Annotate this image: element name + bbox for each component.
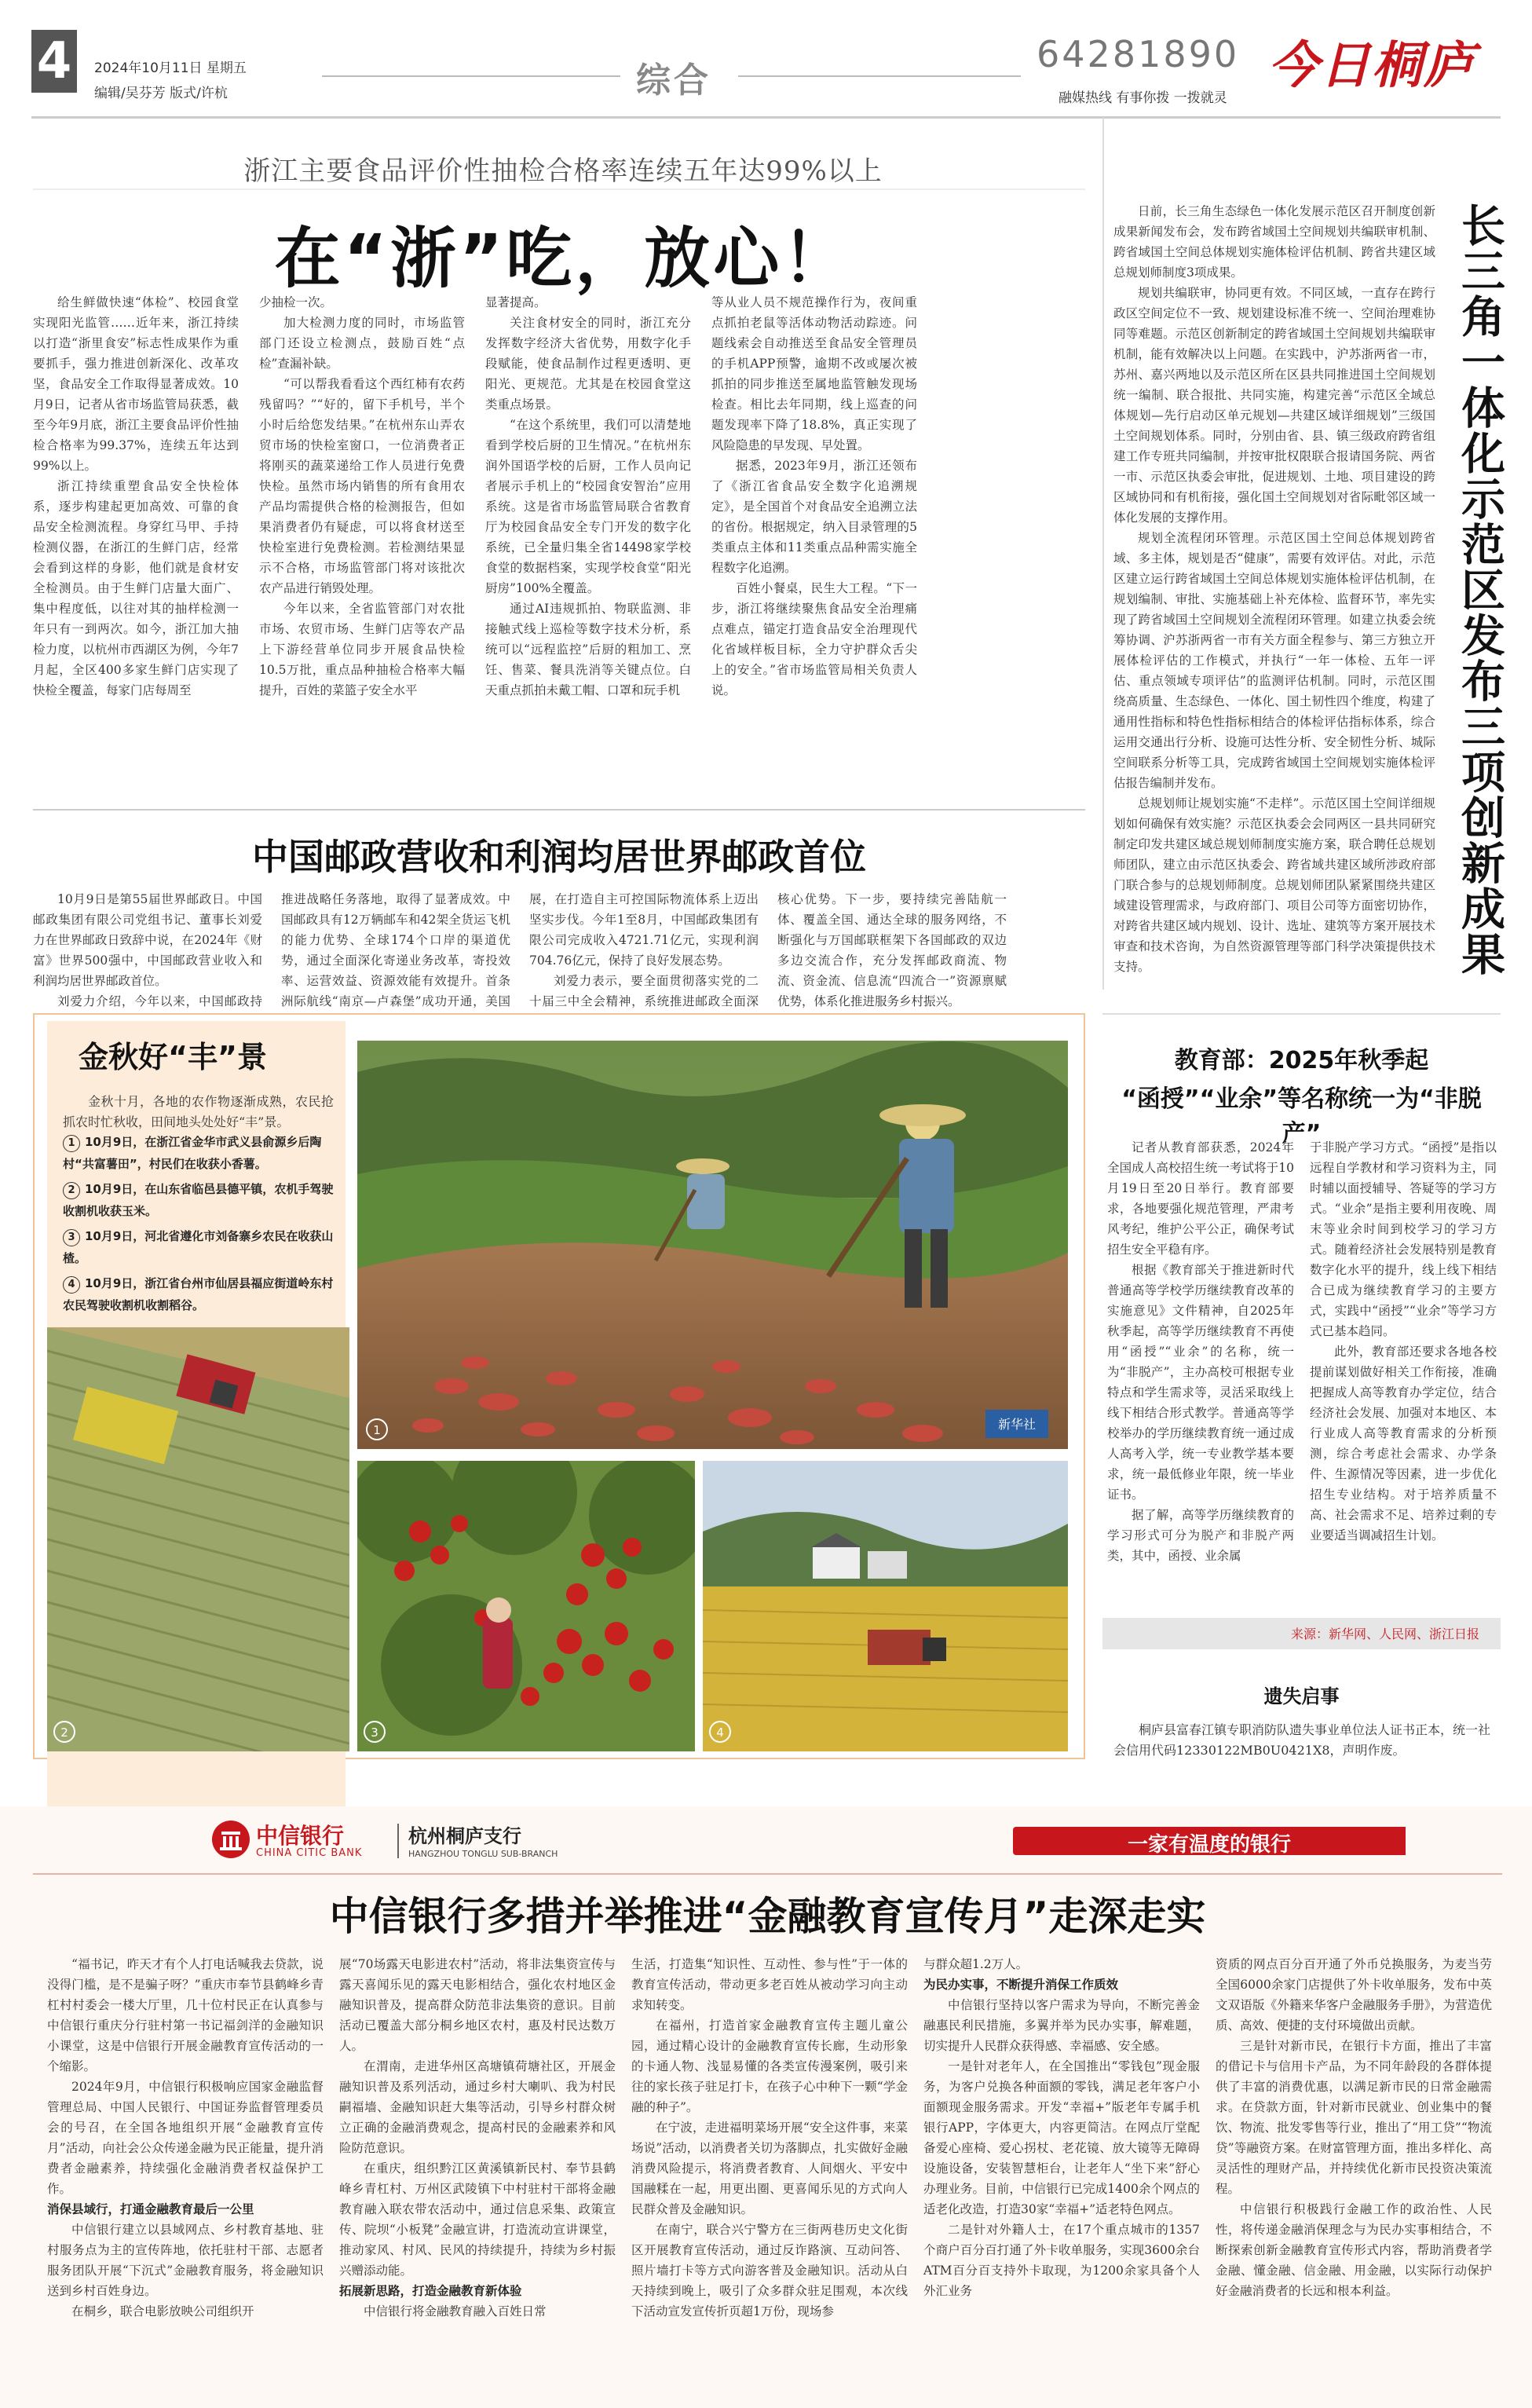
photo-sweet-potato-harvest [357, 1041, 1068, 1449]
postal-col-4 [777, 889, 1007, 1012]
caption-number: 4 [63, 1276, 80, 1294]
caption-text: 10月9日，浙江省台州市仙居县福应街道岭东村农民驾驶收割机收割稻谷。 [63, 1276, 334, 1312]
paragraph: 刘爱力介绍，今年以来，中国邮政持 [57, 994, 262, 1008]
paragraph: 在渭南，走进华州区高塘镇荷塘社区，开展金融知识普及系列活动，通过乡村大喇叭、我为村民嗣福墙、金融知识赶大集等活动，引导乡村群众树立正确的金融消费观念，提高村民的金融素养和风险防范意识。 [339, 2059, 616, 2155]
bank-rule [33, 1873, 1502, 1875]
paragraph: 核心优势。下一步，要持续完善陆航一体、覆盖全国、通达全球的服务网络，不断强化与万国邮联框架下各国邮政的双边多边交流合作，充分发挥邮政商流、物流、资金流、信息流“四流合一”资源禀赋优势，体系化推进服务乡村振兴。 [777, 892, 1007, 1008]
paragraph: 在桐乡，联合电影放映公司组织开 [71, 2304, 254, 2318]
edu-col-2 [1310, 1137, 1497, 1546]
editors: 编辑/吴芬芳 版式/许杭 [94, 86, 228, 101]
autumn-captions [63, 1131, 334, 1316]
section-rule [33, 809, 1085, 811]
paragraph: 关注食材安全的同时，浙江充分发挥数字经济大省优势，用数字化手段赋能，使食品制作过程更透明、更阳光、更规范。尤其是在校园食堂这类重点场景。 [485, 316, 691, 412]
paragraph: 2024年9月，中信银行积极响应国家金融监督管理总局、中国人民银行、中国证券监督管理委员会的号召，在全国各地组织开展“金融教育宣传月”活动，向社会公众传递金融为民正能量，提升消费者金融素养，持续强化金融消费者权益保护工作。 [47, 2080, 324, 2196]
bank-name-en: CHINA CITIC BANK [256, 1847, 363, 1859]
paragraph: 生活，打造集“知识性、互动性、参与性”于一体的教育宣传活动，带动更多老百姓从被动学习向主动求知转变。 [631, 1957, 908, 2012]
paragraph: 百姓小餐桌，民生大工程。“下一步，浙江将继续聚焦食品安全治理痛点难点，锚定打造食品安全治理现代化省域样板目标，全力守护群众舌尖上的安全。”省市场监管局相关负责人说。 [711, 581, 917, 697]
paragraph: 显著提高。 [485, 295, 547, 309]
edu-subheadline: “函授”“业余”等名称统一为“非脱产” [1121, 1085, 1482, 1147]
paragraph: 在重庆，组织黔江区黄溪镇新民村、奉节县鹤峰乡青杠村、万州区武陵镇下中村驻村干部将金融教育融入联农带农活动中，通过信息采集、政策宣传、院坝“小板凳”金融宣讲，打造流动宣讲课堂，推动家风、村风、民风的持续提升，持续为乡村振兴赠添动能。 [339, 2161, 616, 2278]
paragraph: 给生鲜做快速“体检”、校园食堂实现阳光监管……近年来，浙江持续以打造“浙里食安”标志性成果作为重要抓手，强力推进创新深化、改革攻坚，食品安全工作取得显著成效。10月9日，记者从省市场监管局获悉，截至今年9月底，浙江主要食品评价性抽检合格率为99.37%，连续五年达到99%以上。 [33, 295, 239, 473]
bank-col-5 [1216, 1954, 1492, 2301]
caption-number: 3 [63, 1229, 80, 1246]
header-rule-right [738, 75, 1021, 77]
notice-title: 遗失启事 [1263, 1685, 1340, 1707]
paragraph: 中信银行建立以县域网点、乡村教育基地、驻村服务点为主的宣传阵地，依托驻村干部、志愿者服务团队开展“下沉式”金融教育服务，将金融知识送到乡村百姓身边。 [47, 2223, 324, 2298]
postal-col-2 [281, 889, 510, 1032]
bank-col-4 [923, 1954, 1200, 2301]
paragraph: 规划共编联审，协同更有效。不同区域，一直存在跨行政区空间定位不一致、规划建设标准不统一、空间治理难协同等难题。示范区创新制定的跨省域国土空间规划共编联审机制，能有效解决以上问题。在实践中，沪苏浙两省一市，苏州、嘉兴两地以及示范区所在区县共同推进国土空间规划统一编制、联合报批、共同实施，构建完善“示范区全域总体规划—先行启动区单元规划—共建区域详细规划”三级国土空间规划体系。同时，分别由省、县、镇三级政府跨省组建工作专班共同编制，并按审批权限联合报请国务院、两省一市、示范区执委会审批，促进规划、土地、项目建设的跨区域协同和有机衔接，强化国土空间规划对省际毗邻区域一体化发展的支撑作用。 [1113, 286, 1435, 525]
paragraph: 日前，长三角生态绿色一体化发展示范区召开制度创新成果新闻发布会，发布跨省域国土空间规划共编联审机制、跨省域国土空间总体规划实施体检评估机制、跨省共建区域总规划师制度3项成果。 [1113, 204, 1435, 280]
paragraph: 通过AI违规抓拍、物联监测、非接触式线上巡检等数字技术分析，系统可以“远程监控”后厨的粗加工、烹饪、售菜、餐具洗消等关键点位。白天重点抓拍未戴工帽、口罩和玩手机 [485, 602, 691, 697]
lead-kicker: 浙江主要食品评价性抽检合格率连续五年达99%以上 [243, 156, 883, 187]
paragraph: “可以帮我看看这个西红柿有农药残留吗？”“好的，留下手机号，半个小时后给您发结果。”在杭州东山弄农贸市场的快检室窗口，一位消费者正将刚买的蔬菜递给工作人员进行免费快检。虽然市场内销售的所有食用农产品均需提供合格的检测报告，但如果消费者仍有疑虑，可以将食材送至快检室进行免费检测。若检测结果显示不合格，市场监管部门将对该批次农产品进行销毁处理。 [259, 377, 465, 595]
paragraph: 等从业人员不规范操作行为，夜间重点抓拍老鼠等活体动物活动踪迹。问题线索会自动推送至食品安全管理员的手机APP预警，逾期不改或屡次被抓拍的同步推送至属地监管触发现场检查。相比去年同期，线上巡查的问题发现率下降了18.8%，真正实现了风险隐患的早发现、早处置。 [711, 295, 917, 452]
caption-1 [63, 1131, 334, 1175]
paragraph: 展，在打造自主可控国际物流体系上迈出坚实步伐。今年1至8月，中国邮政集团有限公司完成收入4721.71亿元，实现利润704.76亿元，保持了良好发展态势。 [529, 892, 759, 968]
header-rule-left [322, 75, 620, 77]
paragraph: 桐庐县富春江镇专职消防队遗失事业单位法人证书正本，统一社会信用代码12330122MB0U0421X8，声明作废。 [1113, 1722, 1491, 1758]
page-number: 4 [31, 30, 77, 93]
paragraph: 根据《教育部关于推进新时代普通高等学校学历继续教育改革的实施意见》文件精神，自2025年秋季起，高等学历继续教育不再使用“函授”“业余”的名称，统一为“非脱产”，主办高校可根据专业特点和学生需求等，灵活采取线上线下相结合形式教学。普通高等学校举办的学历继续教育统一通过成人高考入学，统一专业教学基本要求，统一最低修业年限，统一毕业证书。 [1107, 1263, 1294, 1502]
lead-col-4 [711, 292, 917, 701]
bank-subhead-1: 消保县域行，打通金融教育最后一公里 [47, 2202, 254, 2216]
photo-hawthorn-harvest [357, 1461, 695, 1751]
header-divider [31, 116, 1501, 119]
lead-headline: 在“浙”吃，放心！ [274, 220, 852, 297]
hotline-number: 64281890 [1037, 33, 1240, 75]
paragraph: 二是针对外籍人士，在17个重点城市的1357个商户百分百打通了外卡收单服务，实现3600余台ATM百分百支持外卡取现，为1200余家具备个人外汇业务 [923, 2223, 1200, 2298]
paragraph: 中信银行积极践行金融工作的政治性、人民性，将传递金融消保理念与为民办实事相结合，不断探索创新金融教育宣传形式内容，帮助消费者学金融、懂金融、信金融、用金融，以实际行动保护好金融消费者的长远和根本利益。 [1216, 2202, 1492, 2298]
edu-source: 来源：新华网、人民网、浙江日报 [1290, 1627, 1479, 1641]
paragraph: 一是针对老年人，在全国推出“零钱包”现金服务，为客户兑换各种面额的零钱，满足老年客户小面额现金服务需求。开发“幸福+”版老年专属手机银行APP，字体更大，内容更简洁。在网点厅堂配备爱心座椅、爱心拐杖、老花镜、放大镜等无障碍设施设备，安装智慧柜台，让老年人“坐下来”舒心办理业务。目前，中信银行已完成1400余个网点的适老化改造，打造30家“幸福+”适老特色网点。 [923, 2059, 1200, 2216]
paragraph: 10月9日是第55届世界邮政日。中国邮政集团有限公司党组书记、董事长刘爱力在世界邮政日致辞中说，在2024年《财富》世界500强中，中国邮政营业收入和利润均居世界邮政首位。 [33, 892, 262, 988]
bank-col-1 [47, 1954, 324, 2322]
paragraph: 中信银行坚持以客户需求为导向，不断完善金融惠民利民措施，多翼并举为民办实事，解难题，切实提升人民群众获得感、幸福感、安全感。 [923, 1998, 1200, 2053]
bank-col-3 [631, 1954, 908, 2322]
paragraph: 据了解，高等学历继续教育的学习形式可分为脱产和非脱产两类，其中，函授、业余属 [1107, 1508, 1294, 1563]
branch-name: 杭州桐庐支行 [408, 1825, 521, 1847]
paragraph: 中信银行将金融教育融入百姓日常 [364, 2304, 547, 2318]
citic-logo-icon [212, 1821, 250, 1858]
caption-text: 10月9日，在浙江省金华市武义县俞源乡后陶村“共富薯田”，村民们在收获小香薯。 [63, 1135, 322, 1171]
postal-col-1 [33, 889, 262, 1032]
paragraph: 金秋十月，各地的农作物逐渐成熟，农民抢抓农时忙秋收，田间地头处处好“丰”景。 [63, 1094, 334, 1129]
paragraph: 少抽检一次。 [259, 295, 333, 309]
column-divider [1102, 118, 1104, 990]
photo-number-2: 2 [60, 1725, 68, 1740]
bank-headline: 中信银行多措并举推进“金融教育宣传月”走深走实 [329, 1894, 1206, 1939]
hotline-slogan: 融媒热线 有事你拨 一拨就灵 [1059, 90, 1227, 106]
postal-headline: 中国邮政营收和利润均居世界邮政首位 [252, 836, 866, 878]
bank-subhead-2: 拓展新思路，打造金融教育新体验 [339, 2284, 522, 2298]
lead-col-3 [485, 292, 691, 701]
paragraph: “福书记，昨天才有个人打电话喊我去贷款，说没得门槛，是不是骗子呀？”重庆市奉节县鹤峰乡青杠村村委会一楼大厅里，几十位村民正在认真参与中信银行重庆分行驻村第一书记福剑洋的金融知识小课堂，这是中信银行开展金融教育宣传活动的一个缩影。 [47, 1957, 324, 2073]
paragraph: 今年以来，全省监管部门对农批市场、农贸市场、生鲜门店等农产品上下游经营单位同步开展食品快检10.5万批，重点品种抽检合格率大幅提升，百姓的菜篮子安全水平 [259, 602, 465, 697]
paragraph: 在宁波，走进福明菜场开展“安全这件事，来菜场说”活动，以消费者关切为落脚点，扎实做好金融消费风险提示，将消费者教育、人间烟火、平安中国融糅在一起，用更出圈、更喜闻乐见的方式向人民群众普及金融知识。 [631, 2121, 908, 2216]
autumn-intro [63, 1092, 334, 1133]
photo-corn-harvest [47, 1327, 349, 1751]
paragraph: 总规划师让规划实施“不走样”。示范区国土空间详细规划如何确保有效实施？示范区执委会会同两区一县共同研究制定印发共建区域总规划师制度实施方案，联合聘任总规划师团队，建立由示范区执委会、跨省域共建区域所涉政府部门联合参与的总规划师制度。总规划师团队紧紧围绕共建区域建设管理需求，与政府部门、项目公司等方面密切协作，对跨省共建区域内规划、设计、选址、建筑等方案开展技术审查和技术咨询，为自然资源管理等部门科学决策提供技术支持。 [1113, 796, 1435, 974]
paragraph: 刘爱力表示，要全面贯彻落实党的二十届三中全会精神，系统推进邮政全面深 [529, 974, 759, 1008]
paragraph: 据悉，2023年9月，浙江还领布了《浙江省食品安全数字化追溯规定》，是全国首个对食品安全追溯立法的省份。根据规定，纳入目录管理的5类重点主体和11类重点品种需实施全程数字化追溯。 [711, 459, 917, 575]
logo-divider [397, 1824, 399, 1858]
photo-rice-harvest [703, 1461, 1068, 1751]
autumn-title: 金秋好“丰”景 [79, 1040, 267, 1074]
caption-number: 1 [63, 1135, 80, 1152]
edu-headline: 教育部：2025年秋季起 [1174, 1047, 1429, 1074]
lead-story [33, 127, 1085, 803]
postal-col-3 [529, 889, 759, 1032]
photo-number-4: 4 [716, 1725, 724, 1740]
paragraph: 加大检测力度的同时，市场监管部门还设立检测点，鼓励百姓“点检”查漏补缺。 [259, 316, 465, 371]
paragraph: 规划全流程闭环管理。示范区国土空间总体规划跨省域、多主体，规划是否“健康”，需要有效评估。对此，示范区建立运行跨省域国土空间总体规划实施体检评估机制，在规划编制、审批、实施基础上补充体检、监督环节，率先实现了跨省域国土空间规划全流程闭环管理。如建立执委会统筹协调、沪苏浙两省一市有关方面全程参与、第三方独立开展体检评估的工作模式，并执行“一年一体检、五年一评估、重点领域专项评估”的监测评估机制。同时，示范区围绕高质量、生态绿色、一体化、国土韧性四个维度，构建了通用性指标和特色性指标相结合的体检评估指标体系，综合运用交通出行分析、设施可达性分析、安全韧性分析、城际空间联系分析等工具，完成跨省域国土空间规划实施体检评估报告编制并发布。 [1113, 531, 1435, 790]
paragraph: 此外，教育部还要求各地各校提前谋划做好相关工作衔接，准确把握成人高等教育办学定位，结合经济社会发展、加强对本地区、本行业成人高等教育需求的分析预测，综合考虑社会需求、办学条件、生源情况等因素，进一步优化招生专业结构。对于培养质量不高、社会需求不足、培养过剩的专业要适当调减招生计划。 [1310, 1345, 1497, 1543]
paragraph: 于非脱产学习方式。“函授”是指以远程自学教材和学习资料为主，同时辅以面授辅导、答疑等的学习方式。“业余”是指主要利用夜晚、周末等业余时间到校学习的学习方式。随着经济社会发展特别是教育数字化水平的提升，线上线下相结合已成为继续教育学习的主要方式，实践中“函授”“业余”等学习方式已基本趋同。 [1310, 1140, 1497, 1338]
photo-number-3: 3 [371, 1725, 378, 1740]
paragraph: 在南宁，联合兴宁警方在三街两巷历史文化街区开展教育宣传活动，通过反诈路演、互动问答、照片墙打卡等方式向游客普及金融知识。活动从白天持续到晚上，吸引了众多群众驻足围观，本次线下活动宣发宣传折页超1万份，现场参 [631, 2223, 908, 2318]
caption-text: 10月9日，在山东省临邑县德平镇，农机手驾驶收割机收获玉米。 [63, 1182, 334, 1218]
edu-col-1 [1107, 1137, 1294, 1566]
caption-2 [63, 1178, 334, 1222]
paragraph: 三是针对新市民，在银行卡方面，推出了丰富的借记卡与信用卡产品，为不同年龄段的各群体提供了丰富的消费优惠，以满足新市民的日常金融需求。在贷款方面，针对新市民就业、创业集中的餐饮、物流、批发零售等行业，推出了“用工贷”“物流贷”等融资方案。在财富管理方面，推出多样化、高灵活性的理财产品，并持续优化新市民投资决策流程。 [1216, 2039, 1492, 2196]
caption-3 [63, 1225, 334, 1269]
branch-name-en: HANGZHOU TONGLU SUB-BRANCH [408, 1849, 558, 1859]
kicker-rule [33, 188, 1085, 190]
caption-text: 10月9日，河北省遵化市刘备寨乡农民在收获山楂。 [63, 1229, 334, 1265]
paragraph: 展“70场露天电影进农村”活动，将非法集资宣传与露天喜闻乐见的露天电影相结合，强化农村地区金融知识普及，提高群众防范非法集资的意识。目前活动已覆盖大部分桐乡地区农村，惠及村民达数万人。 [339, 1957, 616, 2053]
sidebar-body [1113, 201, 1435, 977]
section-rule [1102, 1013, 1501, 1015]
photo-number-1: 1 [373, 1423, 381, 1437]
bank-slogan: 一家有温度的银行 [1127, 1833, 1291, 1857]
caption-4 [63, 1272, 334, 1316]
paragraph: 推进战略任务落地，取得了显著成效。中国邮政具有12万辆邮车和42架全货运飞机的能力优势、全球174个口岸的渠道优势，通过全面深化寄递业务改革，寄投效率、运营效益、资源效能有效提升。首条洲际航线“南京—卢森堡”成功开通，美国 [281, 892, 510, 1008]
paragraph: 与群众超1.2万人。 [923, 1957, 1029, 1971]
masthead-logo: 今日桐庐 [1268, 36, 1475, 95]
issue-date: 2024年10月11日 星期五 [94, 60, 247, 76]
caption-number: 2 [63, 1182, 80, 1199]
bank-subhead-3: 为民办实事，不断提升消保工作质效 [923, 1978, 1119, 1992]
notice-body [1113, 1720, 1490, 1761]
sidebar-headline: 长三角一体化示范区发布三项创新成果 [1454, 203, 1505, 977]
paragraph: 资质的网点百分百开通了外币兑换服务，为麦当劳全国6000余家门店提供了外卡收单服务，发布中英文双语版《外籍来华客户金融服务手册》，为营造优质、高效、便捷的支付环境做出贡献。 [1216, 1957, 1492, 2033]
section-name: 综合 [636, 60, 711, 101]
photo-watermark: 新华社 [997, 1417, 1037, 1432]
bank-col-2 [339, 1954, 616, 2322]
lead-col-2 [259, 292, 465, 701]
paragraph: “在这个系统里，我们可以清楚地看到学校后厨的卫生情况。”在杭州东润外国语学校的后厨，工作人员向记者展示手机上的“校园食安智治”应用系统。这是省市场监管局联合省教育厅为校园食品安全专门开发的数字化系统，已全量归集全省14498家学校食堂的数据档案，实现学校食堂“阳光厨房”100%全覆盖。 [485, 418, 691, 595]
lead-col-1 [33, 292, 239, 701]
paragraph: 浙江持续重塑食品安全快检体系，逐步构建起更加高效、可靠的食品安全检测流程。身穿红马甲、手持检测仪器，在浙江的生鲜门店，经常会看到这样的身影，他们就是食材安全检测员。由于生鲜门店量大面广、集中程度低，以往对其的抽样检测一年只有一到两次。如今，浙江加大抽检力度，以杭州市西湖区为例，今年7月起，全区400多家生鲜门店实现了快检全覆盖，每家门店每周至 [33, 479, 239, 697]
paragraph: 在福州，打造首家金融教育宣传主题儿童公园，通过精心设计的金融教育宣传长廊，生动形象的卡通人物、浅显易懂的各类宣传漫案例，吸引来往的家长孩子驻足打卡，在孩子心中种下一颗“学金融的种子”。 [631, 2018, 908, 2114]
paragraph: 记者从教育部获悉，2024年全国成人高校招生统一考试将于10月19日至20日举行。教育部要求，各地要强化规范管理，严肃考风考纪，维护公平公正，确保考试招生安全平稳有序。 [1107, 1140, 1294, 1257]
bank-name: 中信银行 [256, 1823, 345, 1849]
